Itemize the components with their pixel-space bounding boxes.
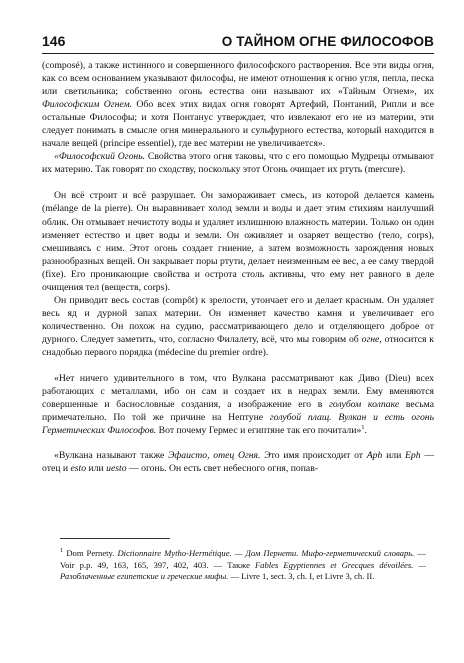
footnote: $^1$ Dom Pernety. Dictionnaire Mytho-Hermétique. — Дом Пернети. Мифо-герметический словарь. — Voir p.p. 49, 163, 165, 397, 402, 403. — Также Fables Egyptiennes et Grecques dévoilées. — Разоблаченные египетские и греческие мифы. — Livre 1, sect. 3, ch. I, et Livre 3, ch. II. [60, 547, 426, 582]
paragraph-3: Он всё строит и всё разрушает. Он замораживает смесь, из которой делается камень (mélange de la pierre). Он выравнивает холод земли и воды и дает этим стихиям наилучший облик. Он отмывает нечистоту воды и удаляет излишнюю влажность материи. Только он один изменяет естество и цвет воды и земли. Он оживляет и озаряет вещество (тело, corps), смешиваясь с ним. Этот огонь создает гниение, а затем возможность зарождения новых разнообразных вещей. Он закрывает поры ртути, делает неизменным ее вес, а ее саму твердой (fixe). Его проникающие свойства и острота столь активны, что ему нет равного в деле очищения тел (веществ, corps). [42, 190, 434, 293]
paragraph-1: (composé), а также истинного и совершенного философского растворения. Все эти виды огня, как со всем основанием указывают философы, не имеют отношения к огню угля, пепла, песка или светильника; собственно огонь естества они называют их «Тайным Огнем», их Философским Огнем. Обо всех этих видах огня говорят Артефий, Понтаний, Рипли и все остальные Философы; и хотя Понтанус утверждает, что извлекают его не из материи, эти следует понимать в смысле огня минерального и сульфурного естества, который находится в начале вещей (principe essentiel), где вес материи не увеличивается». [42, 60, 434, 150]
footnote-marker: 1 [60, 547, 64, 555]
running-title: О ТАЙНОМ ОГНЕ ФИЛОСОФОВ [221, 34, 434, 49]
paragraph-5: «Нет ничего удивительного в том, что Вулкана рассматривают как Диво (Dieu) всех работающих с металлами, ибо он сам и создает их в недрах земли. Ему вменяются совершенные и баснословные создания, а изображение его в голубом колпаке весьма примечательно. По той же причине на Нептуне голубой плащ. Вулкан и есть огонь Герметических Философов. Вот почему Гермес и египтяне так его почитали»$^1$. [42, 373, 435, 437]
paragraph-6: «Вулкана называют также Эфаисто, отец Огня. Это имя происходит от Aph или Eph — отец и esto или uesto — огонь. Он есть свет небесного огня, попав- [42, 450, 435, 475]
page-header [42, 27, 434, 49]
paragraph-4: Он приводит весь состав (compôt) к зрелости, утончает его и делает красным. Он удаляет весь яд и дурной запах материи. Он изменяет качество камня и увеличивает его количественно. Он похож на судию, рассматривающего дело и отделяющего доброе от дурного. Следует заметить, что, согласно Филалету, всё, что мы говорим об огне, относится к снадобью первого порядка (médecine du premier ordre). [42, 294, 435, 358]
paragraph-2: «Философский Огонь. Свойства этого огня таковы, что с его помощью Мудрецы отмывают их материю. Так говорят по сходству, поскольку этот Огонь очищает их ртуть (mercure). [42, 151, 435, 176]
body-text [42, 59, 434, 475]
footnote-ref: 1 [361, 423, 365, 431]
header-rule [42, 53, 434, 54]
footnote-rule [60, 538, 170, 539]
page-number: 146 [42, 33, 66, 49]
